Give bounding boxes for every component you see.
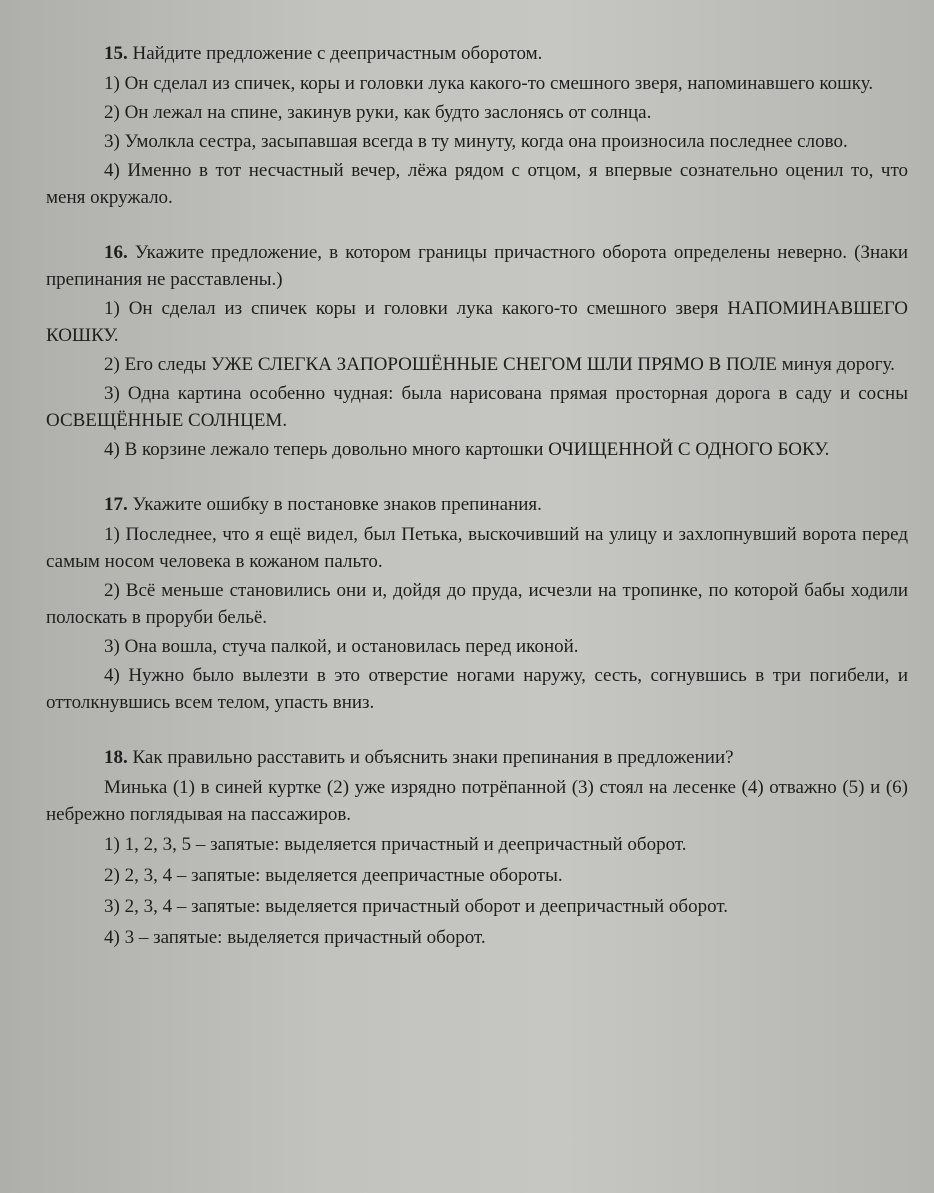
question-prompt: Укажите ошибку в постановке знаков препинания. xyxy=(132,494,542,515)
answer-option-3: 3) Она вошла, стуча палкой, и остановилась перед иконой. xyxy=(104,636,579,657)
answer-option-4: 4) В корзине лежало теперь довольно много картошки ОЧИЩЕННОЙ С ОДНОГО БОКУ. xyxy=(104,439,830,460)
question-heading xyxy=(46,40,908,68)
question-heading xyxy=(46,491,908,519)
question-prompt: Как правильно расставить и объяснить знаки препинания в предложении? xyxy=(132,747,734,768)
question-17 xyxy=(46,491,908,716)
answer-option-4: 4) Нужно было вылезти в это отверстие ногами наружу, сесть, согнувшись в три погибели, и оттолкнувшись всем телом, упасть вниз. xyxy=(46,665,908,713)
question-number: 15. xyxy=(104,43,128,64)
answer-option-4: 4) 3 – запятые: выделяется причастный оборот. xyxy=(104,927,486,948)
question-prompt: Найдите предложение с деепричастным оборотом. xyxy=(132,43,543,64)
question-prompt: Укажите предложение, в котором границы причастного оборота определены неверно. (Знаки препинания не расставлены.) xyxy=(46,242,909,290)
question-number: 16. xyxy=(104,242,128,263)
question-heading xyxy=(46,239,908,293)
question-heading xyxy=(46,744,908,772)
answer-option-1: 1) Он сделал из спичек, коры и головки лука какого-то смешного зверя, напоминавшего кошку. xyxy=(104,73,874,94)
answer-option-2: 2) Его следы УЖЕ СЛЕГКА ЗАПОРОШЁННЫЕ СНЕГОМ ШЛИ ПРЯМО В ПОЛЕ минуя дорогу. xyxy=(104,354,895,375)
question-number: 17. xyxy=(104,494,128,515)
answer-option-3: 3) Умолкла сестра, засыпавшая всегда в ту минуту, когда она произносила последнее слово. xyxy=(104,131,848,152)
question-18 xyxy=(46,744,908,952)
question-number: 18. xyxy=(104,747,128,768)
answer-option-3: 3) 2, 3, 4 – запятые: выделяется причастный оборот и деепричастный оборот. xyxy=(104,896,728,917)
answer-option-3: 3) Одна картина особенно чудная: была нарисована прямая просторная дорога в саду и сосны ОСВЕЩЁННЫЕ СОЛНЦЕМ. xyxy=(46,383,908,431)
question-16 xyxy=(46,239,908,463)
answer-option-1: 1) Он сделал из спичек коры и головки лука какого-то смешного зверя НАПОМИНАВШЕГО КОШКУ. xyxy=(46,298,908,346)
answer-option-1: 1) 1, 2, 3, 5 – запятые: выделяется причастный и деепричастный оборот. xyxy=(104,834,687,855)
question-sentence: Минька (1) в синей куртке (2) уже изрядно потрёпанной (3) стоял на лесенке (4) отважно (5) и (6) небрежно поглядывая на пассажиров. xyxy=(46,777,908,825)
answer-option-2: 2) Он лежал на спине, закинув руки, как будто заслонясь от солнца. xyxy=(104,102,652,123)
answer-option-4: 4) Именно в тот несчастный вечер, лёжа рядом с отцом, я впервые сознательно оценил то, что меня окружало. xyxy=(46,160,908,208)
question-15 xyxy=(46,40,908,211)
answer-option-2: 2) 2, 3, 4 – запятые: выделяется деепричастные обороты. xyxy=(104,865,563,886)
answer-option-2: 2) Всё меньше становились они и, дойдя до пруда, исчезли на тропинке, по которой бабы ходили полоскать в проруби бельё. xyxy=(46,580,908,628)
answer-option-1: 1) Последнее, что я ещё видел, был Петька, выскочивший на улицу и захлопнувший ворота перед самым носом человека в кожаном пальто. xyxy=(46,524,908,572)
